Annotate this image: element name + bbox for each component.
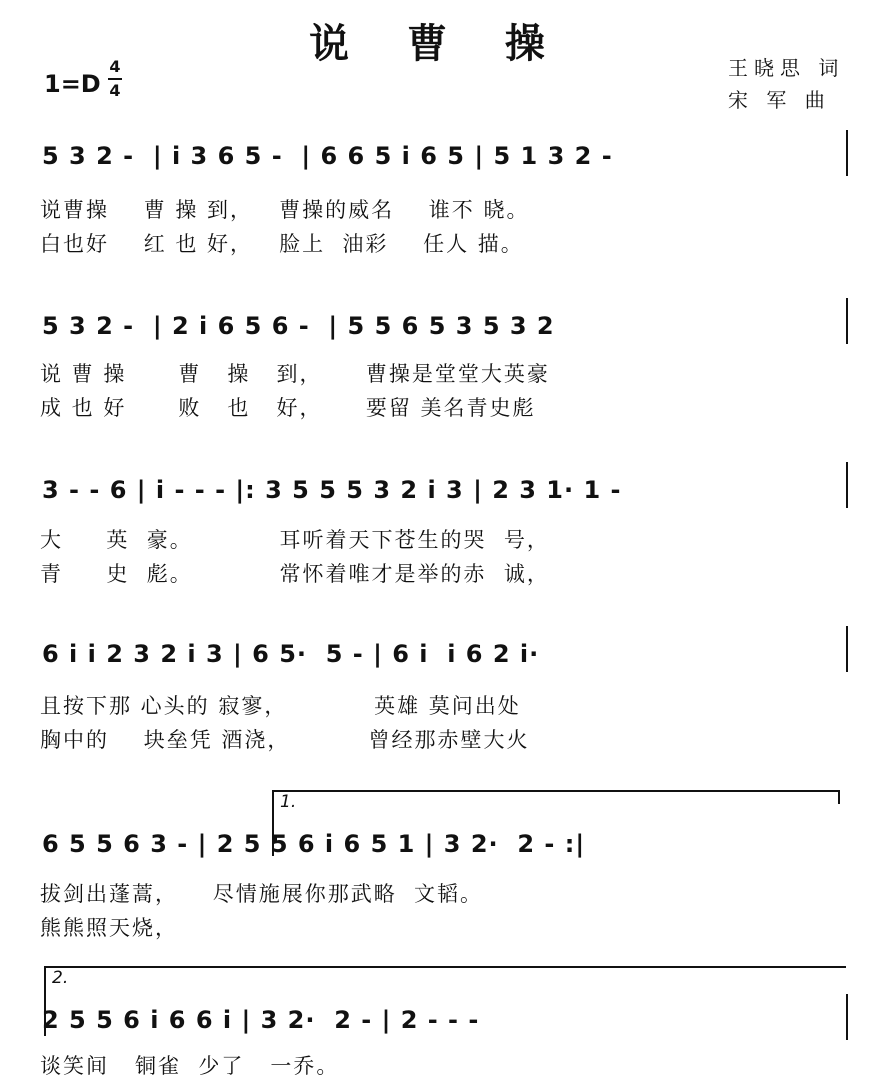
- volta-1-number: 1.: [280, 792, 297, 812]
- volta-1-bracket: [272, 790, 840, 792]
- barline: [846, 462, 848, 508]
- composer-credit: 宋 军 曲: [728, 88, 831, 112]
- volta-2-bracket: [44, 966, 846, 968]
- lyrics-row-3-verse-2: 青 史 彪。 常怀着唯才是举的赤 诚，: [40, 562, 550, 586]
- barline: [846, 994, 848, 1040]
- lyrics-row-4-verse-2: 胸中的 块垒凭 酒浇， 曾经那赤壁大火: [40, 728, 530, 752]
- lyrics-row-1-verse-1: 说曹操 曹 操 到， 曹操的威名 谁不 晓。: [40, 198, 530, 222]
- lyrics-row-1-verse-2: 白也好 红 也 好， 脸上 油彩 任人 描。: [40, 232, 524, 256]
- lyrics-row-5-verse-2: 熊熊照天烧，: [40, 916, 178, 940]
- lyrics-row-2-verse-2: 成 也 好 败 也 好， 要留 美名青史彪: [40, 396, 536, 420]
- lyrics-row-2-verse-1: 说 曹 操 曹 操 到， 曹操是堂堂大英豪: [40, 362, 550, 386]
- time-signature-bottom: 4: [109, 81, 121, 100]
- lyricist-credit: 王晓思 词: [728, 56, 845, 80]
- volta-1-bracket-end: [838, 790, 840, 804]
- notation-row-6: 2 5 5 6 i 6 6 i | 3 2· 2 - | 2 - - -: [42, 1006, 480, 1034]
- lyrics-row-3-verse-1: 大 英 豪。 耳听着天下苍生的哭 号，: [40, 528, 550, 552]
- song-title: 说 曹 操: [309, 20, 567, 67]
- lyrics-row-6-verse-1: 谈笑间 铜雀 少了 一乔。: [40, 1054, 340, 1078]
- notation-row-3: 3 - - 6 | i - - - |: 3 5 5 5 3 2 i 3 | 2 3 1· 1 -: [42, 476, 622, 504]
- barline: [846, 298, 848, 344]
- notation-row-2: 5 3 2 - | 2 i 6 5 6 - | 5 5 6 5 3 5 3 2: [42, 312, 555, 340]
- barline: [846, 626, 848, 672]
- time-signature: [108, 56, 122, 102]
- notation-row-1: 5 3 2 - | i 3 6 5 - | 6 6 5 i 6 5 | 5 1 3 2 -: [42, 142, 613, 170]
- volta-2-number: 2.: [52, 968, 69, 988]
- key-signature: 1=D: [44, 70, 101, 98]
- notation-row-5: 6 5 5 6 3 - | 2 5 5 6 i 6 5 1 | 3 2· 2 - :|: [42, 830, 586, 858]
- time-signature-top: 4: [109, 57, 121, 76]
- barline: [846, 130, 848, 176]
- notation-row-4: 6 i i 2 3 2 i 3 | 6 5· 5 - | 6 i i 6 2 i·: [42, 640, 540, 668]
- lyrics-row-5-verse-1: 拔剑出蓬蒿， 尽情施展你那武略 文韬。: [40, 882, 484, 906]
- lyrics-row-4-verse-1: 且按下那 心头的 寂寥， 英雄 莫问出处: [40, 694, 521, 718]
